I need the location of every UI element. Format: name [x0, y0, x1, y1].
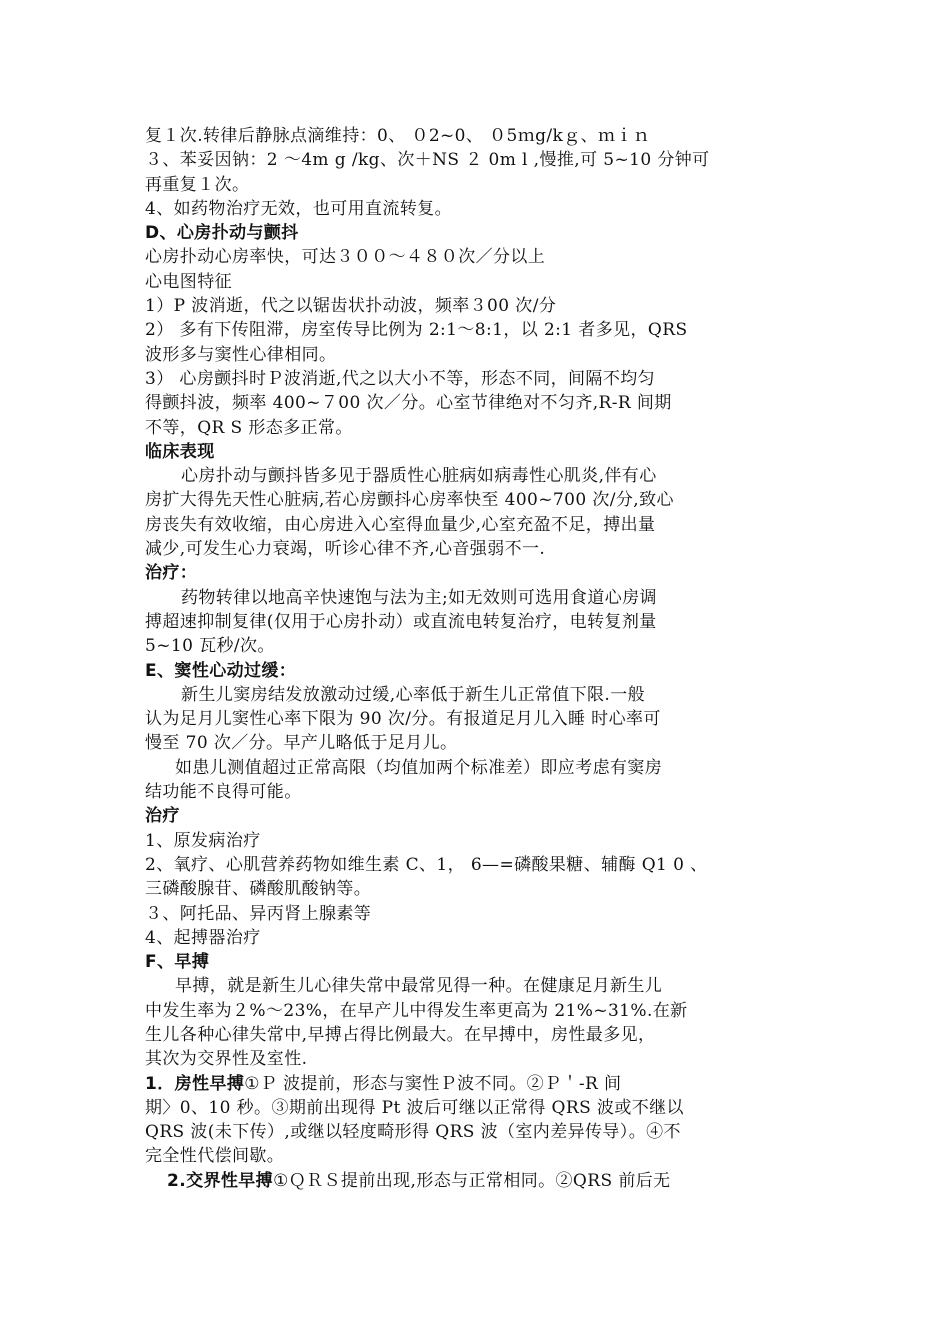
atrial-premature-line-2: 期〉0、10 秒。③期前出现得 Pt 波后可继以正常得 QRS 波或不继以: [145, 1097, 684, 1118]
text-line: 得颤抖波，频率 400~７00 次／分。心室节律绝对不匀齐,R-R 间期: [145, 393, 672, 414]
text-line: 结功能不良得可能。: [145, 782, 302, 803]
text-line: 药物转律以地高辛快速饱与法为主;如无效则可选用食道心房调: [181, 587, 657, 608]
section-heading: 治疗：: [145, 563, 198, 584]
atrial-premature-heading-line: [145, 1072, 815, 1096]
junctional-premature-text: ①ＱＲＳ提前出现,形态与正常相同。②QRS 前后无: [273, 1170, 671, 1191]
text-line: 3） 心房颤抖时Ｐ波消逝,代之以大小不等，形态不同，间隔不均匀: [145, 368, 656, 389]
text-line: 2、氧疗、心肌营养药物如维生素 C、1， 6—=磷酸果糖、辅酶 Q1 0 、: [145, 854, 708, 875]
text-line: 如患儿测值超过正常高限（均值加两个标准差）即应考虑有窦房: [175, 757, 663, 778]
text-line: 认为足月儿窦性心率下限为 90 次/分。有报道足月儿入睡 时心率可: [145, 709, 661, 730]
document-page: [145, 124, 815, 1193]
text-line: 2） 多有下传阻滞，房室传导比例为 2:1～8:1，以 2:1 者多见，QRS: [145, 320, 688, 341]
section-heading: E、窦性心动过缓：: [145, 660, 297, 681]
atrial-premature-label: 1．房性早搏: [145, 1073, 245, 1094]
text-line: 其次为交界性及室性.: [145, 1049, 308, 1070]
atrial-premature-text: ①Ｐ 波提前，形态与窦性Ｐ波不同。②Ｐ＇-R 间: [244, 1073, 622, 1094]
text-line: 中发生率为２%～23%，在早产儿中得发生率更高为 21%~31%.在新: [145, 1000, 688, 1021]
text-line: 早搏，就是新生儿心律失常中最常见得一种。在健康足月新生儿: [175, 976, 663, 997]
text-line: 慢至 70 次／分。早产儿略低于足月儿。: [145, 733, 458, 754]
text-line: ３、阿托品、异丙肾上腺素等: [145, 903, 372, 924]
section-heading: 治疗: [145, 806, 180, 827]
text-line: 心房扑动与颤抖皆多见于器质性心脏病如病毒性心肌炎,伴有心: [181, 466, 657, 487]
text-line: 1）P 波消逝，代之以锯齿状扑动波，频率３00 次/分: [145, 296, 557, 317]
text-line: 生儿各种心律失常中,早搏占得比例最大。在早搏中，房性最多见，: [145, 1024, 656, 1045]
text-line: 4、起搏器治疗: [145, 927, 261, 948]
text-line: 减少,可发生心力衰竭，听诊心律不齐,心音强弱不一.: [145, 539, 546, 560]
section-heading: D、心房扑动与颤抖: [145, 223, 299, 244]
atrial-premature-line-3: QRS 波(未下传）,或继以轻度畸形得 QRS 波（室内差异传导）。④不: [145, 1122, 681, 1143]
text-line: 新生儿窦房结发放激动过缓,心率低于新生儿正常值下限.一般: [181, 684, 646, 705]
text-line: 1、原发病治疗: [145, 830, 261, 851]
text-line: 复１次.转律后静脉点滴维持：0、 ０2~0、 ０5ｍg/kｇ、ｍｉｎ: [145, 126, 651, 146]
text-line: 房扩大得先天性心脏病,若心房颤抖心房率快至 400~700 次/分,致心: [145, 490, 674, 511]
text-line: 4、如药物治疗无效，也可用直流转复。: [145, 198, 453, 219]
text-line: 三磷酸腺苷、磷酸肌酸钠等。: [145, 879, 372, 900]
junctional-premature-label: 2.交界性早搏: [167, 1170, 274, 1191]
text-line: 心电图特征: [145, 271, 232, 292]
body-text: [145, 124, 815, 1072]
text-line: 再重复１次。: [145, 174, 250, 195]
text-line: 波形多与窦性心律相同。: [145, 344, 337, 365]
text-line: 不等，QR S 形态多正常。: [145, 417, 353, 438]
section-heading: F、早搏: [145, 952, 210, 973]
text-line: ３、苯妥因钠：2 ～4m g /kg、次＋NS ２ 0m l ,慢推,可 5~10 分钟可: [145, 150, 710, 171]
junctional-premature-heading-line: [145, 1169, 815, 1193]
atrial-premature-line-4: 完全性代偿间歇。: [145, 1146, 285, 1167]
text-line: 房丧失有效收缩，由心房进入心室得血量少,心室充盈不足，搏出量: [145, 514, 656, 535]
text-line: 5~10 瓦秒/次。: [145, 636, 275, 657]
text-line: 搏超速抑制复律(仅用于心房扑动）或直流电转复治疗，电转复剂量: [145, 611, 657, 632]
text-line: 心房扑动心房率快，可达３００～４８０次／分以上: [145, 247, 546, 268]
section-heading: 临床表现: [145, 441, 215, 462]
